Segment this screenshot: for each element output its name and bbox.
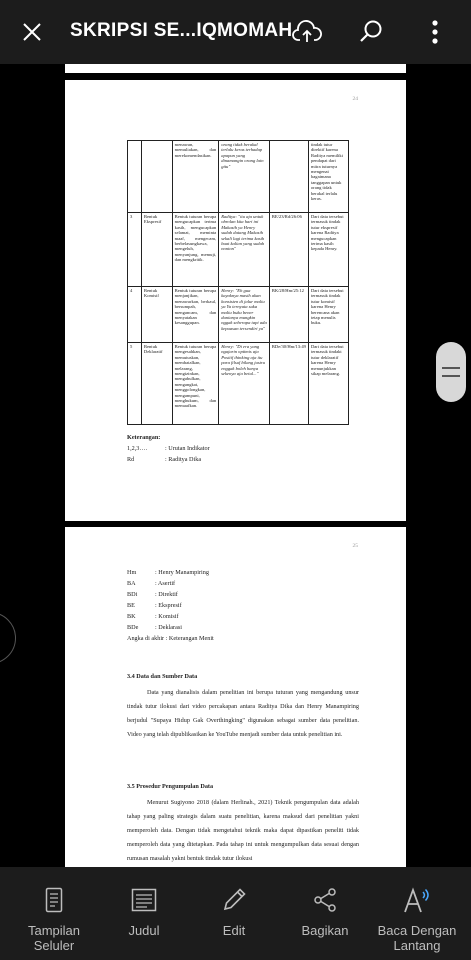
table-cell: 5 (128, 343, 142, 425)
abbrev-row: BA : Asertif (127, 580, 176, 587)
minute-note: Angka di akhir : Keterangan Menit (127, 635, 214, 642)
document-viewer[interactable] (0, 64, 471, 867)
bottom-toolbar (0, 867, 471, 960)
table-row (128, 213, 349, 287)
table-cell: menawan, memuliakan, dan merekomendasikan. (172, 141, 219, 213)
more-options-button[interactable] (417, 14, 453, 50)
toolbar-label: Bagikan (301, 923, 349, 938)
abbrev-row: BDi : Direktif (127, 591, 178, 598)
share-button[interactable] (278, 867, 372, 960)
legend-title: Keterangan: (127, 434, 161, 441)
close-button[interactable] (14, 14, 50, 50)
table-cell: Henry: "Di era yang ngajarin optimis aja Positif thinking aja itu para filsuf bilang justru enggak boleh hanya sekenya aja betul..." (219, 343, 270, 425)
table-cell: Bentuk tuturan berupa menjanjikan, menawarkan, berkaul, bersumpah, mengancam, dan menyatakan kesanggupan. (172, 287, 219, 343)
more-vertical-icon (431, 19, 439, 45)
table-cell: Dari data tersebut termasuk tindak tutur komisif karena Henry berencana akan tetap menulis buku. (308, 287, 348, 343)
abbreviation-list (127, 567, 214, 644)
document-title: SKRIPSI SE...IQMOMAH (70, 20, 293, 41)
table-row (128, 287, 349, 343)
table-cell: Bentuk Ekspresif (141, 213, 172, 287)
table-cell: Raditya: "itu aja untuk obrolan kita hari ini Makasih ya Henry sudah datang Makasih sekali lagi terima kasih buat kalian yang sudah nonton" (219, 213, 270, 287)
previous-page (65, 64, 406, 73)
abbrev-row: BE : Ekspresif (127, 602, 182, 609)
table-cell: Bentuk tuturan berupa mengucapkan terima kasih, mengucapkan selamat, meminta maaf, mengecam, berbelasungkawa, mengeluh, menyanjung, memuji, dan mengkritik. (172, 213, 219, 287)
paragraph: Data yang dianalisis dalam penelitian ini berupa tuturan yang mengandung unsur tindak tutur ilokusi dari video percakapan antara Raditya Dika dan Henry Manampiring berjudul "Supaya Hidup Gak Overthingking" digunakan sebagai sumber data penelitian. Video yang telah dipublikasikan ke YouTube menjadi sumber data untuk penelitian ini. (127, 689, 359, 738)
table-cell: BE/23/Rd/26:06 (269, 213, 308, 287)
section-heading: 3.4 Data dan Sumber Data (127, 673, 198, 680)
table-cell: orang tidak berakal terlalu keras terhadap apapun yang dinamangin orang lain gitu" (219, 141, 270, 213)
pencil-icon (221, 887, 247, 913)
toolbar-label: Baca Dengan Lantang (377, 923, 457, 953)
table-cell: tindak tutur direktif karena Raditya memiliki pendapat dari mitra tuturnya mengenai bagaimana tanggapan untuk orang tidak berakal terlalu keras. (308, 141, 348, 213)
table-cell: Bentuk Komisif (141, 287, 172, 343)
table-cell: Bentuk Deklaratif (141, 343, 172, 425)
table-cell (141, 141, 172, 213)
table-row (128, 343, 349, 425)
legend-row: 1,2,3…. : Urutan Indikator (127, 445, 210, 452)
table-cell: Dari data tersebut termasuk tindak tutur ekspresif karena Raditya mengucapkan terima kasih kepada Henry. (308, 213, 348, 287)
abbrev-row: BK : Komisif (127, 613, 179, 620)
table-cell: 4 (128, 287, 142, 343)
table-row (128, 141, 349, 213)
cloud-upload-icon (292, 19, 322, 45)
toolbar-label: Tampilan Seluler (27, 923, 81, 953)
data-table (127, 140, 349, 425)
legend-block (127, 432, 210, 465)
table-cell: 3 (128, 213, 142, 287)
toolbar-label: Edit (222, 923, 246, 938)
table-cell: Dari data tersebut termasuk tindakt tutur deklaratif karena Henry menunjukkan sikap melarang. (308, 343, 348, 425)
edit-button[interactable] (187, 867, 281, 960)
table-cell: BDe/30/Hm/13:49 (269, 343, 308, 425)
section-heading: 3.5 Prosedur Pengumpulan Data (127, 783, 214, 790)
toolbar-label: Judul (128, 923, 160, 938)
page-25 (65, 527, 406, 867)
upload-button[interactable] (289, 14, 325, 50)
page-number: 24 (352, 96, 358, 102)
outline-list-icon (131, 888, 157, 912)
share-icon (312, 887, 338, 913)
legend-row: Rd : Raditya Dika (127, 456, 202, 463)
table-cell: BK/28/Hm/25:12 (269, 287, 308, 343)
outline-button[interactable] (97, 867, 191, 960)
table-cell: Bentuk tuturan berupa mengesahkan, memutuskan, membatalkan, melarang, mengizinkan, mengabulkan, mengangkat, menggolongkan, mengampuni, menghukum, dan memaafkan. (172, 343, 219, 425)
paragraph: Menurut Sugiyono 2018 (dalam Herlinah., 2021) Teknik pengumpulan data adalah tahap yang paling strategis dalam suatu penelitian, karena maksud dari penelitian yakni memperoleh data. Dengan tidak mengetahui teknik maka dapat dipastikan peneliti tidak memperoleh data yang ditetapkan. Pada tahap ini untuk mengumpulkan data sesuai dengan rumusan masalah yakni bentuk tindak tutur ilokusi (127, 799, 359, 862)
read-aloud-icon (402, 886, 432, 914)
page-number: 25 (352, 543, 358, 549)
close-icon (21, 21, 43, 43)
table-cell: Henry: "Eh gua kayaknya masih akan konsisten di jalur maliu ya Ya ternyata suka maliu buku bener dunianya mungkin nggak seberapa tapi ada kepuasan tersendiri ya" (219, 287, 270, 343)
table-cell (269, 141, 308, 213)
abbrev-row: Hm : Henry Manampiring (127, 569, 209, 576)
table-cell (128, 141, 142, 213)
phone-view-icon (45, 887, 63, 913)
top-app-bar (0, 0, 471, 64)
search-icon (358, 19, 384, 45)
mobile-view-button[interactable] (7, 867, 101, 960)
page-24 (65, 80, 406, 521)
search-button[interactable] (353, 14, 389, 50)
read-aloud-button[interactable] (370, 867, 464, 960)
abbrev-row: BDe : Deklarasi (127, 624, 182, 631)
fast-scroll-handle[interactable] (436, 342, 466, 402)
